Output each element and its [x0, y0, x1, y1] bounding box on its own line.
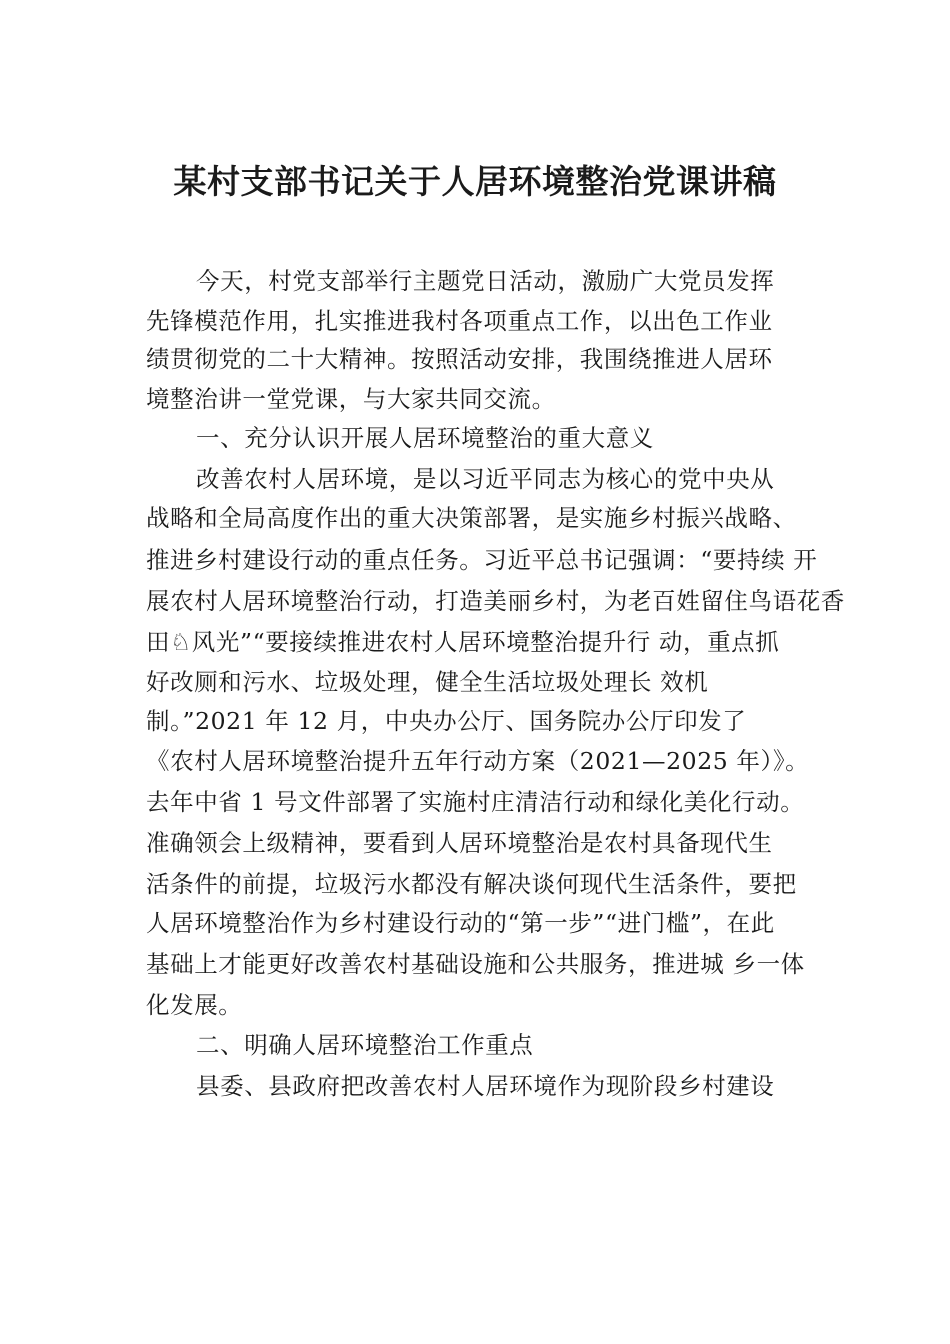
section-heading: 二、明确人居环境整治工作重点 [196, 1031, 534, 1059]
section-heading: 一、充分认识开展人居环境整治的重大意义 [196, 424, 654, 452]
paragraph-line: 去年中省 1 号文件部署了实施村庄清洁行动和绿化美化行动。 [146, 788, 805, 816]
paragraph-line: 境整治讲一堂党课，与大家共同交流。 [146, 385, 556, 413]
paragraph-line: 基础上才能更好改善农村基础设施和公共服务，推进城 乡一体 [146, 950, 805, 978]
paragraph-line: 人居环境整治作为乡村建设行动的“第一步”“进门槛”，在此 [146, 909, 775, 937]
document-title: 某村支部书记关于人居环境整治党课讲稿 [173, 162, 777, 201]
paragraph-line: 县委、县政府把改善农村人居环境作为现阶段乡村建设 [196, 1072, 775, 1100]
paragraph-line: 今天，村党支部举行主题党日活动，激励广大党员发挥 [196, 267, 775, 295]
paragraph-line: 准确领会上级精神，要看到人居环境整治是农村具备现代生 [146, 829, 773, 857]
paragraph-line: 《农村人居环境整治提升五年行动方案（2021—2025 年）》。 [146, 747, 810, 775]
paragraph-line: 战略和全局高度作出的重大决策部署，是实施乡村振兴战略、 [146, 504, 797, 532]
paragraph-line: 好改厕和污水、垃圾处理，健全生活垃圾处理长 效机 [146, 668, 709, 696]
paragraph-line: 化发展。 [146, 991, 243, 1019]
paragraph-line: 先锋模范作用，扎实推进我村各项重点工作，以出色工作业 [146, 307, 773, 335]
paragraph-line: 改善农村人居环境，是以习近平同志为核心的党中央从 [196, 465, 775, 493]
paragraph-line: 绩贯彻党的二十大精神。按照活动安排，我围绕推进人居环 [146, 345, 773, 373]
paragraph-line: 活条件的前提，垃圾污水都没有解决谈何现代生活条件，要把 [146, 870, 797, 898]
paragraph-line: 制。”2021 年 12 月，中央办公厅、国务院办公厅印发了 [146, 707, 747, 735]
paragraph-line: 展农村人居环境整治行动，打造美丽乡村，为老百姓留住鸟语花香 [146, 587, 845, 615]
paragraph-line: 推进乡村建设行动的重点任务。习近平总书记强调：“要持续 开 [146, 546, 818, 574]
paragraph-line: 田♘风光”“要接续推进农村人居环境整治提升行 动，重点抓 [146, 628, 780, 656]
